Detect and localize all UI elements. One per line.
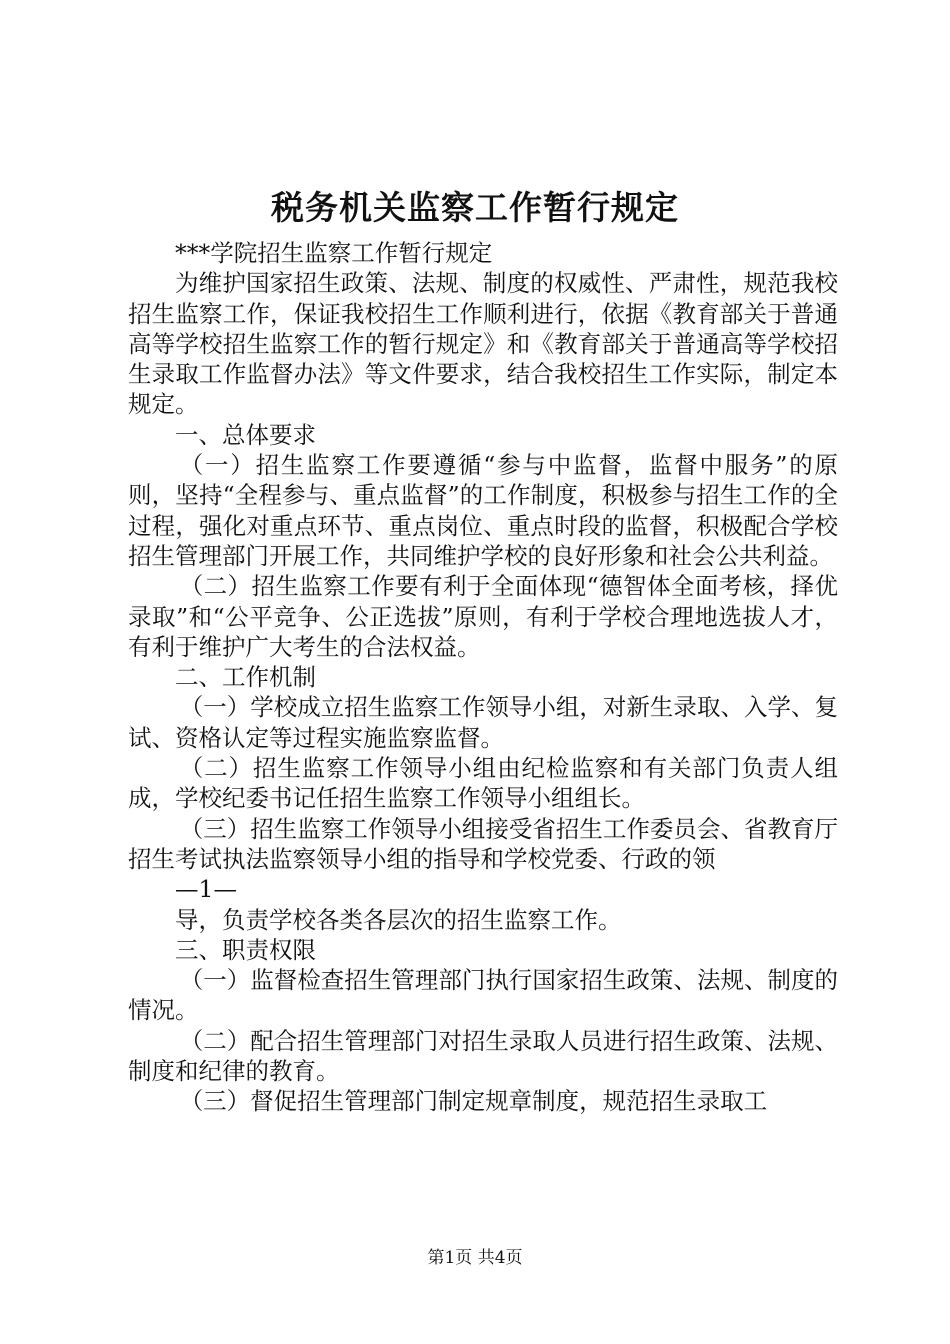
paragraph: （三）督促招生管理部门制定规章制度，规范招生录取工 bbox=[179, 1087, 768, 1116]
document-subtitle: ***学院招生监察工作暂行规定 bbox=[175, 239, 493, 267]
inline-page-marker: —1— bbox=[175, 875, 237, 904]
document-body bbox=[128, 238, 838, 1117]
paragraph: 导，负责学校各类各层次的招生监察工作。 bbox=[175, 905, 622, 934]
paragraph: （三）招生监察工作领导小组接受省招生工作委员会、省教育厅招生考试执法监察领导小组的指导和学校党委、行政的领 bbox=[128, 814, 838, 873]
paragraph: （一）监督检查招生管理部门执行国家招生政策、法规、制度的情况。 bbox=[128, 966, 838, 1025]
paragraph: 为维护国家招生政策、法规、制度的权威性、严肃性，规范我校招生监察工作，保证我校招生工作顺利进行，依据《教育部关于普通高等学校招生监察工作的暂行规定》和《教育部关于普通高等学校招生录取工作监督办法》等文件要求，结合我校招生工作实际，制定本规定。 bbox=[128, 269, 838, 419]
section-heading: 一、总体要求 bbox=[175, 420, 316, 449]
paragraph: （一）学校成立招生监察工作领导小组，对新生录取、入学、复试、资格认定等过程实施监察监督。 bbox=[128, 693, 838, 752]
paragraph: （一）招生监察工作要遵循“参与中监督，监督中服务”的原则，坚持“全程参与、重点监督”的工作制度，积极参与招生工作的全过程，强化对重点环节、重点岗位、重点时段的监督，积极配合学校招生管理部门开展工作，共同维护学校的良好形象和社会公共利益。 bbox=[128, 451, 838, 570]
section-heading: 三、职责权限 bbox=[175, 935, 316, 964]
paragraph: （二）配合招生管理部门对招生录取人员进行招生政策、法规、制度和纪律的教育。 bbox=[128, 1026, 838, 1086]
document-title: 税务机关监察工作暂行规定 bbox=[271, 188, 679, 227]
paragraph: （二）招生监察工作领导小组由纪检监察和有关部门负责人组成，学校纪委书记任招生监察工作领导小组组长。 bbox=[128, 754, 838, 813]
page-footer: 第1页 共4页 bbox=[427, 1248, 523, 1268]
paragraph: （二）招生监察工作要有利于全面体现“德智体全面考核，择优录取”和“公平竞争、公正选拔”原则，有利于学校合理地选拔人才，有利于维护广大考生的合法权益。 bbox=[128, 572, 838, 661]
section-heading: 二、工作机制 bbox=[175, 663, 316, 692]
